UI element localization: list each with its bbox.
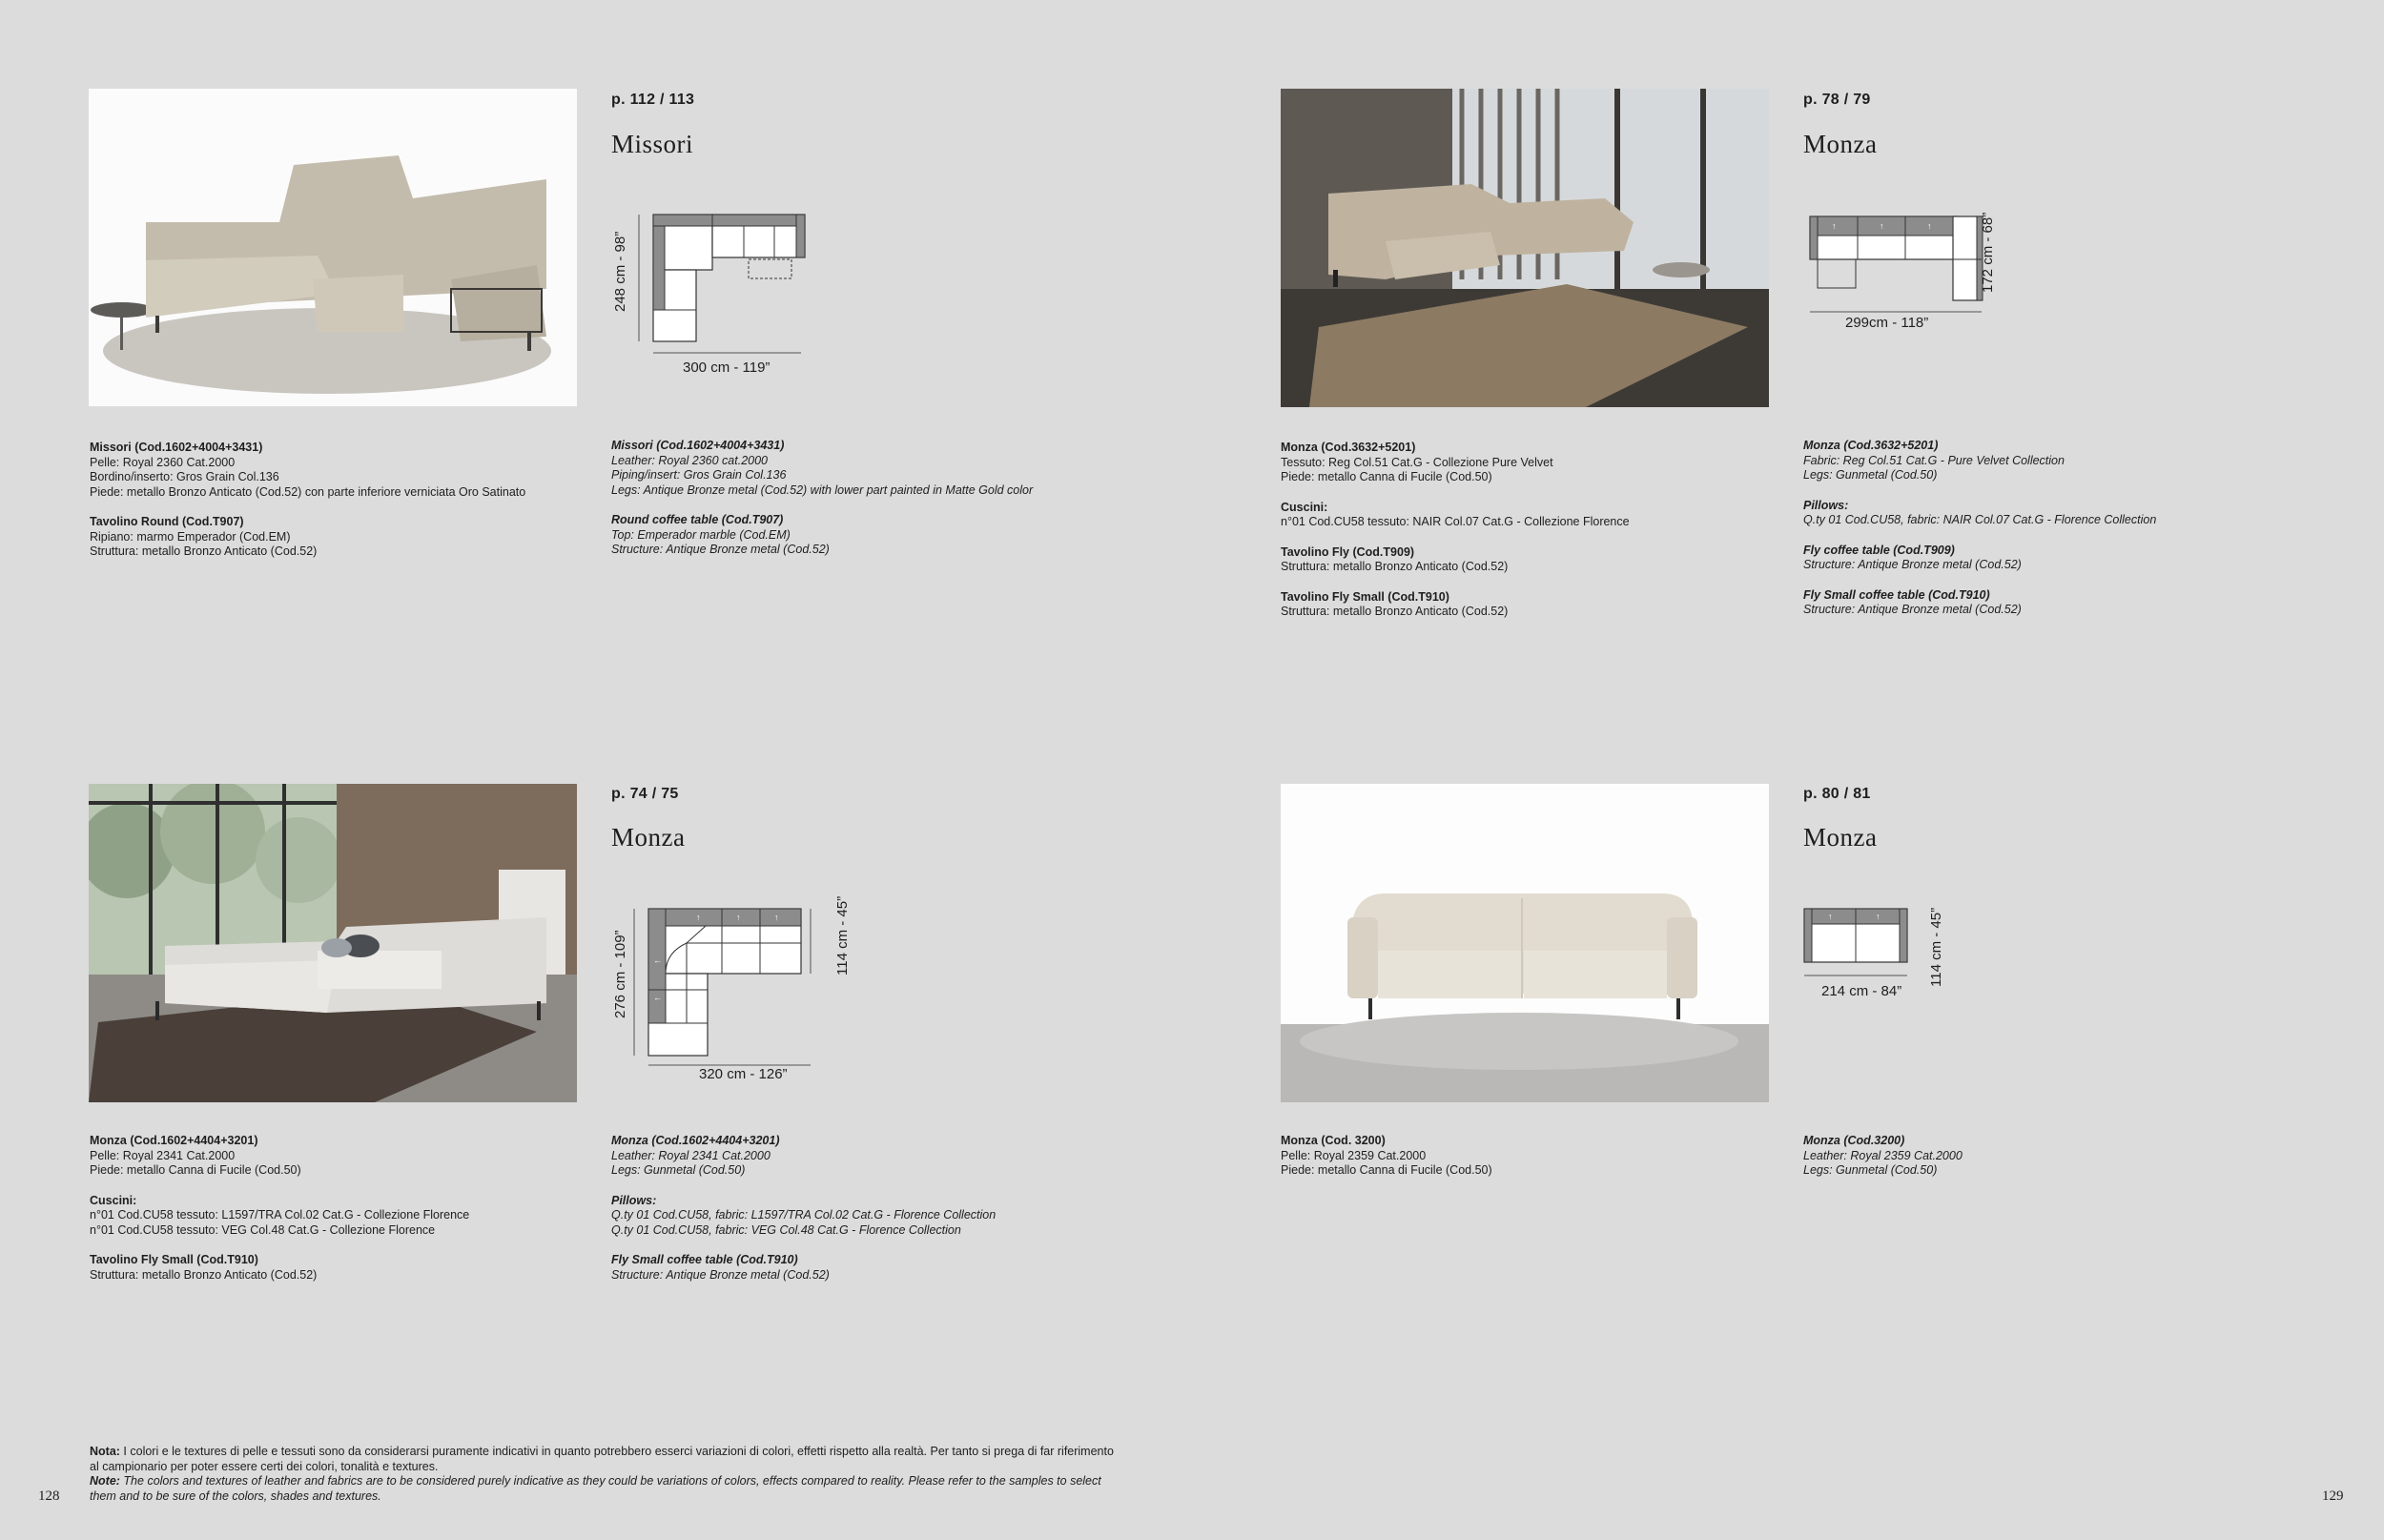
- desc-heading: Monza (Cod.3632+5201): [1803, 439, 1939, 452]
- desc-block: [611, 1194, 1145, 1239]
- desc-heading: Monza (Cod.3632+5201): [1281, 441, 1416, 454]
- desc-heading: Cuscini:: [1281, 500, 1328, 514]
- width-dimension: 299cm - 118”: [1845, 315, 1929, 331]
- svg-text:←: ←: [653, 993, 662, 1002]
- desc-line: Pelle: Royal 2360 Cat.2000: [90, 455, 236, 469]
- desc-heading: Fly coffee table (Cod.T909): [1803, 543, 1955, 557]
- desc-heading: Monza (Cod. 3200): [1281, 1134, 1386, 1147]
- page-reference: p. 74 / 75: [611, 786, 679, 802]
- desc-heading: Missori (Cod.1602+4004+3431): [90, 441, 263, 454]
- description-italian: [1281, 441, 1815, 635]
- desc-heading: Missori (Cod.1602+4004+3431): [611, 439, 785, 452]
- desc-line: Piede: metallo Canna di Fucile (Cod.50): [1281, 470, 1492, 483]
- product-photo-monza-74: [89, 784, 577, 1102]
- desc-line: Piede: metallo Bronzo Anticato (Cod.52) con parte inferiore verniciata Oro Satinato: [90, 484, 526, 499]
- note-label: Nota:: [90, 1445, 120, 1458]
- description-english: [1803, 439, 2337, 633]
- desc-line: Structure: Antique Bronze metal (Cod.52): [611, 1267, 830, 1282]
- desc-block: [90, 1134, 624, 1179]
- description-italian: [90, 1134, 624, 1298]
- depth-dimension: 276 cm - 109”: [612, 930, 628, 1018]
- desc-line: Legs: Antique Bronze metal (Cod.52) with lower part painted in Matte Gold color: [611, 483, 1034, 497]
- description-english: [611, 1134, 1145, 1298]
- width-dimension: 214 cm - 84”: [1821, 983, 1902, 999]
- layout-diagram-monza-78: [1805, 212, 1986, 317]
- svg-text:←: ←: [653, 955, 662, 965]
- page-number-right: 129: [2322, 1489, 2344, 1504]
- desc-heading: Tavolino Fly Small (Cod.T910): [90, 1253, 258, 1266]
- svg-text:↑: ↑: [696, 913, 701, 922]
- svg-text:↑: ↑: [736, 913, 741, 922]
- product-title: Monza: [611, 823, 686, 852]
- desc-line: Leather: Royal 2360 cat.2000: [611, 453, 769, 467]
- desc-line: Piping/insert: Gros Grain Col.136: [611, 468, 787, 482]
- desc-heading: Tavolino Fly Small (Cod.T910): [1281, 589, 1449, 604]
- desc-line: Q.ty 01 Cod.CU58, fabric: L1597/TRA Col.02 Cat.G - Florence Collection: [611, 1208, 997, 1222]
- desc-block: [1803, 1134, 2337, 1179]
- desc-block: [90, 515, 624, 560]
- desc-heading: Monza (Cod.1602+4404+3201): [611, 1134, 780, 1147]
- note-text: The colors and textures of leather and fabrics are to be considered purely indicative as they could be variations of colors, effects compared to reality. Please refer to the samples to select them and to be sure of the colors, shades and textures.: [90, 1474, 1101, 1503]
- desc-heading: Monza (Cod.1602+4404+3201): [90, 1134, 258, 1147]
- page-reference: p. 80 / 81: [1803, 786, 1871, 802]
- depth-dimension-secondary: 114 cm - 45”: [834, 895, 851, 975]
- desc-block: [90, 441, 624, 500]
- desc-line: Structure: Antique Bronze metal (Cod.52): [1803, 558, 2022, 571]
- desc-line: Ripiano: marmo Emperador (Cod.EM): [90, 529, 291, 544]
- width-dimension: 320 cm - 126”: [699, 1066, 788, 1082]
- desc-heading: Pillows:: [611, 1193, 657, 1207]
- desc-line: Piede: metallo Canna di Fucile (Cod.50): [1281, 1163, 1492, 1177]
- desc-line: Leather: Royal 2341 Cat.2000: [611, 1148, 771, 1162]
- desc-line: Piede: metallo Canna di Fucile (Cod.50): [90, 1163, 301, 1177]
- page-reference: p. 112 / 113: [611, 92, 695, 108]
- desc-block: [1281, 1134, 1815, 1179]
- desc-block: [1803, 439, 2337, 483]
- desc-line: Struttura: metallo Bronzo Anticato (Cod.52): [90, 544, 318, 558]
- description-english: [611, 439, 1145, 573]
- desc-block: [1803, 544, 2337, 573]
- desc-line: n°01 Cod.CU58 tessuto: VEG Col.48 Cat.G - Collezione Florence: [90, 1222, 436, 1237]
- note-english: [90, 1474, 1120, 1504]
- svg-text:↑: ↑: [1828, 912, 1833, 921]
- desc-line: Legs: Gunmetal (Cod.50): [611, 1163, 746, 1177]
- desc-heading: Cuscini:: [90, 1193, 137, 1207]
- desc-line: Q.ty 01 Cod.CU58, fabric: NAIR Col.07 Cat.G - Florence Collection: [1803, 513, 2157, 526]
- product-photo-missori: [89, 89, 577, 406]
- desc-line: Fabric: Reg Col.51 Cat.G - Pure Velvet Collection: [1803, 453, 2065, 467]
- desc-line: Struttura: metallo Bronzo Anticato (Cod.52): [90, 1267, 318, 1282]
- note-label: Note:: [90, 1474, 120, 1488]
- disclaimer-note: [90, 1445, 1120, 1504]
- desc-line: n°01 Cod.CU58 tessuto: L1597/TRA Col.02 Cat.G - Collezione Florence: [90, 1208, 470, 1222]
- desc-block: [1281, 501, 1815, 530]
- product-title: Missori: [611, 130, 694, 158]
- desc-line: Bordino/inserto: Gros Grain Col.136: [90, 470, 279, 483]
- desc-line: Leather: Royal 2359 Cat.2000: [1803, 1148, 1963, 1162]
- desc-line: Legs: Gunmetal (Cod.50): [1803, 468, 1938, 482]
- desc-line: Structure: Antique Bronze metal (Cod.52): [1803, 603, 2022, 616]
- desc-line: Pelle: Royal 2359 Cat.2000: [1281, 1148, 1427, 1162]
- desc-block: [90, 1194, 624, 1239]
- page-reference: p. 78 / 79: [1803, 92, 1871, 108]
- desc-block: [611, 439, 1145, 498]
- desc-heading: Fly Small coffee table (Cod.T910): [611, 1253, 798, 1266]
- desc-heading: Monza (Cod.3200): [1803, 1134, 1905, 1147]
- desc-line: Tessuto: Reg Col.51 Cat.G - Collezione Pure Velvet: [1281, 455, 1553, 469]
- svg-text:↑: ↑: [1880, 221, 1884, 231]
- desc-line: Legs: Gunmetal (Cod.50): [1803, 1163, 1938, 1177]
- layout-diagram-missori: [620, 210, 811, 362]
- svg-text:↑: ↑: [1876, 912, 1880, 921]
- layout-diagram-monza-80: [1799, 904, 1914, 990]
- svg-text:↑: ↑: [1832, 221, 1837, 231]
- svg-text:↑: ↑: [1927, 221, 1932, 231]
- desc-block: [611, 1134, 1145, 1179]
- desc-line: Pelle: Royal 2341 Cat.2000: [90, 1148, 236, 1162]
- svg-text:↑: ↑: [774, 913, 779, 922]
- desc-block: [1281, 441, 1815, 485]
- description-italian: [90, 441, 624, 575]
- desc-line: Top: Emperador marble (Cod.EM): [611, 527, 791, 542]
- layout-diagram-monza-74: [620, 900, 830, 1072]
- description-english: [1803, 1134, 2337, 1194]
- desc-heading: Round coffee table (Cod.T907): [611, 513, 784, 526]
- description-italian: [1281, 1134, 1815, 1194]
- desc-block: [90, 1253, 624, 1283]
- product-photo-monza-78: [1281, 89, 1769, 407]
- desc-block: [1281, 545, 1815, 575]
- desc-block: [1803, 499, 2337, 528]
- product-title: Monza: [1803, 823, 1878, 852]
- desc-block: [611, 513, 1145, 558]
- depth-dimension: 172 cm - 68”: [1980, 212, 1996, 293]
- desc-line: Struttura: metallo Bronzo Anticato (Cod.52): [1281, 560, 1509, 573]
- desc-block: [1281, 590, 1815, 620]
- desc-block: [611, 1253, 1145, 1283]
- product-title: Monza: [1803, 130, 1878, 158]
- desc-heading: Tavolino Fly (Cod.T909): [1281, 544, 1415, 559]
- width-dimension: 300 cm - 119”: [683, 359, 771, 376]
- depth-dimension: 114 cm - 45”: [1928, 907, 1944, 987]
- desc-line: n°01 Cod.CU58 tessuto: NAIR Col.07 Cat.G - Collezione Florence: [1281, 515, 1630, 528]
- note-text: I colori e le textures di pelle e tessuti sono da considerarsi puramente indicativi in quanto potrebbero esserci variazioni di colori, effetti rispetto alla realtà. Per tanto si prega di far riferimento al campionario per poter essere certi dei colori, tonalità e textures.: [90, 1445, 1114, 1473]
- page-number-left: 128: [38, 1489, 60, 1504]
- desc-block: [1803, 588, 2337, 618]
- note-italian: [90, 1445, 1120, 1474]
- desc-line: Struttura: metallo Bronzo Anticato (Cod.52): [1281, 605, 1509, 618]
- desc-line: Q.ty 01 Cod.CU58, fabric: VEG Col.48 Cat.G - Florence Collection: [611, 1222, 961, 1237]
- desc-line: Structure: Antique Bronze metal (Cod.52): [611, 543, 830, 556]
- desc-heading: Fly Small coffee table (Cod.T910): [1803, 587, 1990, 602]
- desc-heading: Pillows:: [1803, 498, 1849, 512]
- desc-heading: Tavolino Round (Cod.T907): [90, 515, 244, 528]
- product-photo-monza-80: [1281, 784, 1769, 1102]
- depth-dimension: 248 cm - 98”: [612, 231, 628, 312]
